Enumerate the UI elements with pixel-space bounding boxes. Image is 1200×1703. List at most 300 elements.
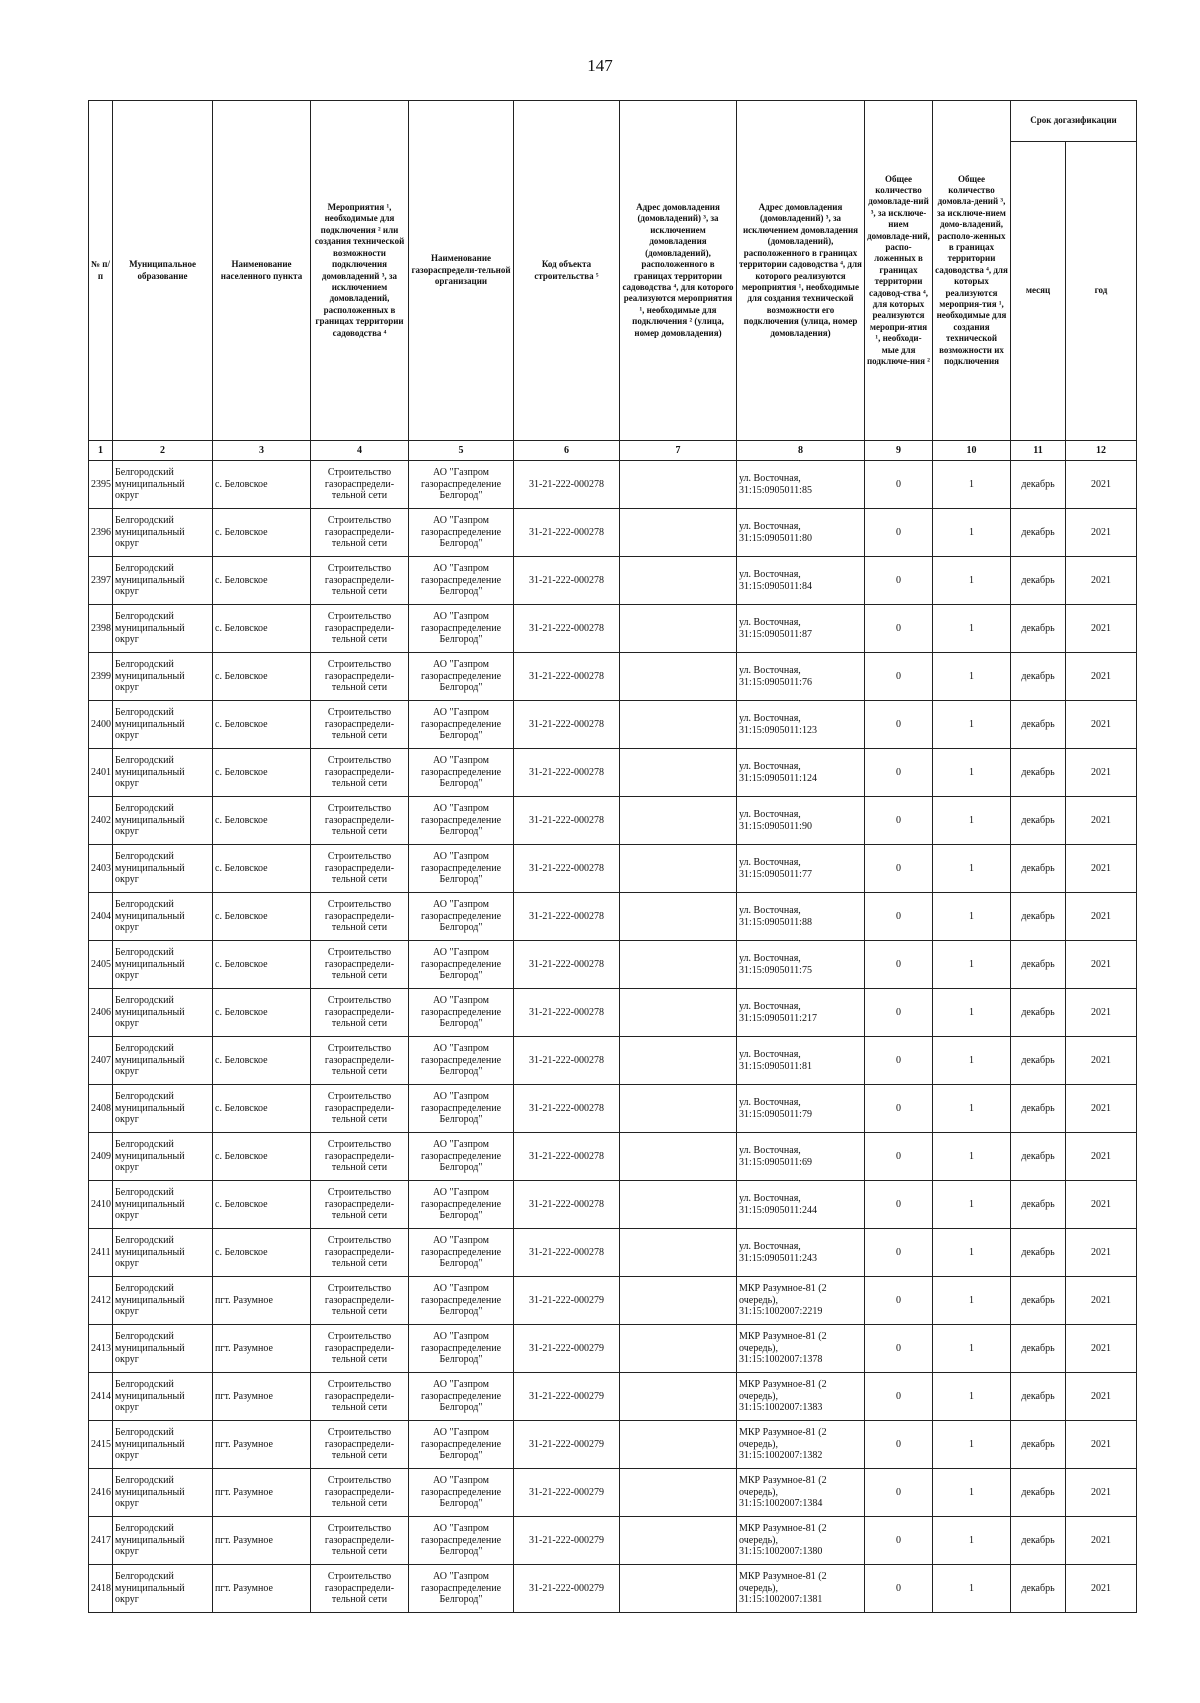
year-cell: 2021 xyxy=(1066,653,1137,701)
row-number: 2401 xyxy=(89,749,113,797)
count-capability-cell: 1 xyxy=(933,989,1011,1037)
count-capability-cell: 1 xyxy=(933,1517,1011,1565)
locality-cell: с. Беловское xyxy=(213,749,311,797)
municipality-cell: Белгородский муниципальный округ xyxy=(113,1421,213,1469)
object-code-cell: 31-21-222-000278 xyxy=(514,1085,620,1133)
year-cell: 2021 xyxy=(1066,461,1137,509)
year-cell: 2021 xyxy=(1066,797,1137,845)
measure-cell: Строительство газораспредели-тельной сети xyxy=(311,461,409,509)
row-number: 2405 xyxy=(89,941,113,989)
object-code-cell: 31-21-222-000279 xyxy=(514,1469,620,1517)
row-number: 2415 xyxy=(89,1421,113,1469)
count-connection-cell: 0 xyxy=(865,1181,933,1229)
measure-cell: Строительство газораспредели-тельной сети xyxy=(311,989,409,1037)
table-row xyxy=(89,1469,1137,1517)
year-cell: 2021 xyxy=(1066,1037,1137,1085)
locality-cell: с. Беловское xyxy=(213,653,311,701)
month-cell: декабрь xyxy=(1011,989,1066,1037)
organization-cell: АО "Газпром газораспределение Белгород" xyxy=(409,1373,514,1421)
municipality-cell: Белгородский муниципальный округ xyxy=(113,605,213,653)
table-row xyxy=(89,1565,1137,1613)
locality-cell: с. Беловское xyxy=(213,701,311,749)
table-row xyxy=(89,749,1137,797)
row-number: 2404 xyxy=(89,893,113,941)
header-year: год xyxy=(1066,142,1137,441)
address-capability-cell: ул. Восточная, 31:15:0905011:244 xyxy=(737,1181,865,1229)
count-connection-cell: 0 xyxy=(865,893,933,941)
month-cell: декабрь xyxy=(1011,557,1066,605)
object-code-cell: 31-21-222-000278 xyxy=(514,1229,620,1277)
count-capability-cell: 1 xyxy=(933,557,1011,605)
table-row xyxy=(89,1085,1137,1133)
column-number: 3 xyxy=(213,441,311,461)
header-column-numbers xyxy=(89,441,1137,461)
locality-cell: с. Беловское xyxy=(213,509,311,557)
count-connection-cell: 0 xyxy=(865,1565,933,1613)
table-row xyxy=(89,557,1137,605)
address-connection-cell xyxy=(620,1085,737,1133)
row-number: 2398 xyxy=(89,605,113,653)
address-capability-cell: ул. Восточная, 31:15:0905011:80 xyxy=(737,509,865,557)
address-capability-cell: ул. Восточная, 31:15:0905011:123 xyxy=(737,701,865,749)
count-connection-cell: 0 xyxy=(865,1277,933,1325)
count-connection-cell: 0 xyxy=(865,941,933,989)
object-code-cell: 31-21-222-000278 xyxy=(514,1133,620,1181)
object-code-cell: 31-21-222-000278 xyxy=(514,701,620,749)
measure-cell: Строительство газораспредели-тельной сети xyxy=(311,1133,409,1181)
measure-cell: Строительство газораспредели-тельной сети xyxy=(311,509,409,557)
object-code-cell: 31-21-222-000279 xyxy=(514,1373,620,1421)
address-capability-cell: ул. Восточная, 31:15:0905011:81 xyxy=(737,1037,865,1085)
measure-cell: Строительство газораспредели-тельной сети xyxy=(311,1325,409,1373)
row-number: 2397 xyxy=(89,557,113,605)
month-cell: декабрь xyxy=(1011,1133,1066,1181)
locality-cell: пгт. Разумное xyxy=(213,1277,311,1325)
month-cell: декабрь xyxy=(1011,1373,1066,1421)
table-row xyxy=(89,605,1137,653)
row-number: 2418 xyxy=(89,1565,113,1613)
municipality-cell: Белгородский муниципальный округ xyxy=(113,1325,213,1373)
count-capability-cell: 1 xyxy=(933,1277,1011,1325)
row-number: 2414 xyxy=(89,1373,113,1421)
address-connection-cell xyxy=(620,749,737,797)
address-connection-cell xyxy=(620,509,737,557)
column-number: 4 xyxy=(311,441,409,461)
table-row xyxy=(89,1373,1137,1421)
locality-cell: с. Беловское xyxy=(213,797,311,845)
year-cell: 2021 xyxy=(1066,1181,1137,1229)
object-code-cell: 31-21-222-000279 xyxy=(514,1517,620,1565)
address-capability-cell: ул. Восточная, 31:15:0905011:217 xyxy=(737,989,865,1037)
count-capability-cell: 1 xyxy=(933,797,1011,845)
address-capability-cell: ул. Восточная, 31:15:0905011:75 xyxy=(737,941,865,989)
count-capability-cell: 1 xyxy=(933,461,1011,509)
year-cell: 2021 xyxy=(1066,1565,1137,1613)
row-number: 2395 xyxy=(89,461,113,509)
month-cell: декабрь xyxy=(1011,1037,1066,1085)
column-number: 1 xyxy=(89,441,113,461)
count-connection-cell: 0 xyxy=(865,461,933,509)
table-row xyxy=(89,701,1137,749)
column-number: 10 xyxy=(933,441,1011,461)
header-month: месяц xyxy=(1011,142,1066,441)
count-connection-cell: 0 xyxy=(865,1085,933,1133)
measure-cell: Строительство газораспредели-тельной сети xyxy=(311,1037,409,1085)
month-cell: декабрь xyxy=(1011,1229,1066,1277)
table-row xyxy=(89,509,1137,557)
object-code-cell: 31-21-222-000278 xyxy=(514,893,620,941)
organization-cell: АО "Газпром газораспределение Белгород" xyxy=(409,1037,514,1085)
organization-cell: АО "Газпром газораспределение Белгород" xyxy=(409,1085,514,1133)
organization-cell: АО "Газпром газораспределение Белгород" xyxy=(409,1325,514,1373)
count-connection-cell: 0 xyxy=(865,845,933,893)
count-connection-cell: 0 xyxy=(865,797,933,845)
object-code-cell: 31-21-222-000278 xyxy=(514,1181,620,1229)
locality-cell: с. Беловское xyxy=(213,1229,311,1277)
measure-cell: Строительство газораспредели-тельной сети xyxy=(311,845,409,893)
address-connection-cell xyxy=(620,989,737,1037)
row-number: 2416 xyxy=(89,1469,113,1517)
municipality-cell: Белгородский муниципальный округ xyxy=(113,1181,213,1229)
month-cell: декабрь xyxy=(1011,509,1066,557)
address-connection-cell xyxy=(620,1325,737,1373)
month-cell: декабрь xyxy=(1011,461,1066,509)
organization-cell: АО "Газпром газораспределение Белгород" xyxy=(409,509,514,557)
measure-cell: Строительство газораспредели-тельной сети xyxy=(311,1181,409,1229)
header-count-capability: Общее количество домовла-дений ³, за исключе-нием домо-владений, располо-женных в границах территории садоводства ⁴, для которых реализуются мероприя-тия ¹, необходимые для создания технической возможности их подключения xyxy=(933,101,1011,441)
month-cell: декабрь xyxy=(1011,797,1066,845)
count-connection-cell: 0 xyxy=(865,1373,933,1421)
address-capability-cell: ул. Восточная, 31:15:0905011:76 xyxy=(737,653,865,701)
organization-cell: АО "Газпром газораспределение Белгород" xyxy=(409,1133,514,1181)
organization-cell: АО "Газпром газораспределение Белгород" xyxy=(409,749,514,797)
municipality-cell: Белгородский муниципальный округ xyxy=(113,1229,213,1277)
locality-cell: с. Беловское xyxy=(213,893,311,941)
table-row xyxy=(89,941,1137,989)
table-header xyxy=(89,101,1137,461)
row-number: 2410 xyxy=(89,1181,113,1229)
measure-cell: Строительство газораспредели-тельной сети xyxy=(311,1517,409,1565)
count-capability-cell: 1 xyxy=(933,1037,1011,1085)
object-code-cell: 31-21-222-000279 xyxy=(514,1325,620,1373)
count-connection-cell: 0 xyxy=(865,1133,933,1181)
count-capability-cell: 1 xyxy=(933,701,1011,749)
measure-cell: Строительство газораспредели-тельной сети xyxy=(311,797,409,845)
measure-cell: Строительство газораспредели-тельной сети xyxy=(311,1469,409,1517)
row-number: 2403 xyxy=(89,845,113,893)
count-connection-cell: 0 xyxy=(865,557,933,605)
year-cell: 2021 xyxy=(1066,1133,1137,1181)
measure-cell: Строительство газораспредели-тельной сети xyxy=(311,1373,409,1421)
organization-cell: АО "Газпром газораспределение Белгород" xyxy=(409,461,514,509)
month-cell: декабрь xyxy=(1011,1517,1066,1565)
table-row xyxy=(89,1277,1137,1325)
header-term: Срок догазификации xyxy=(1011,101,1137,142)
count-capability-cell: 1 xyxy=(933,1325,1011,1373)
table-row xyxy=(89,653,1137,701)
locality-cell: пгт. Разумное xyxy=(213,1469,311,1517)
address-capability-cell: МКР Разумное-81 (2 очередь), 31:15:1002007:1383 xyxy=(737,1373,865,1421)
object-code-cell: 31-21-222-000279 xyxy=(514,1421,620,1469)
object-code-cell: 31-21-222-000278 xyxy=(514,605,620,653)
table-row xyxy=(89,989,1137,1037)
address-capability-cell: ул. Восточная, 31:15:0905011:69 xyxy=(737,1133,865,1181)
count-capability-cell: 1 xyxy=(933,1085,1011,1133)
organization-cell: АО "Газпром газораспределение Белгород" xyxy=(409,605,514,653)
address-connection-cell xyxy=(620,461,737,509)
year-cell: 2021 xyxy=(1066,845,1137,893)
header-municipality: Муниципальное образование xyxy=(113,101,213,441)
count-capability-cell: 1 xyxy=(933,1421,1011,1469)
address-connection-cell xyxy=(620,1469,737,1517)
address-capability-cell: ул. Восточная, 31:15:0905011:85 xyxy=(737,461,865,509)
table-row xyxy=(89,1133,1137,1181)
measure-cell: Строительство газораспредели-тельной сети xyxy=(311,941,409,989)
locality-cell: с. Беловское xyxy=(213,1181,311,1229)
page-number: 147 xyxy=(587,56,613,75)
locality-cell: с. Беловское xyxy=(213,989,311,1037)
year-cell: 2021 xyxy=(1066,605,1137,653)
row-number: 2408 xyxy=(89,1085,113,1133)
month-cell: декабрь xyxy=(1011,653,1066,701)
row-number: 2412 xyxy=(89,1277,113,1325)
month-cell: декабрь xyxy=(1011,893,1066,941)
municipality-cell: Белгородский муниципальный округ xyxy=(113,1277,213,1325)
column-number: 7 xyxy=(620,441,737,461)
row-number: 2409 xyxy=(89,1133,113,1181)
address-capability-cell: ул. Восточная, 31:15:0905011:90 xyxy=(737,797,865,845)
object-code-cell: 31-21-222-000279 xyxy=(514,1565,620,1613)
year-cell: 2021 xyxy=(1066,1085,1137,1133)
municipality-cell: Белгородский муниципальный округ xyxy=(113,1133,213,1181)
municipality-cell: Белгородский муниципальный округ xyxy=(113,509,213,557)
year-cell: 2021 xyxy=(1066,941,1137,989)
measure-cell: Строительство газораспредели-тельной сети xyxy=(311,653,409,701)
locality-cell: с. Беловское xyxy=(213,605,311,653)
header-object-code: Код объекта строительства ⁵ xyxy=(514,101,620,441)
address-capability-cell: ул. Восточная, 31:15:0905011:79 xyxy=(737,1085,865,1133)
address-connection-cell xyxy=(620,701,737,749)
column-number: 5 xyxy=(409,441,514,461)
count-connection-cell: 0 xyxy=(865,605,933,653)
organization-cell: АО "Газпром газораспределение Белгород" xyxy=(409,893,514,941)
address-connection-cell xyxy=(620,1133,737,1181)
municipality-cell: Белгородский муниципальный округ xyxy=(113,1085,213,1133)
table-row xyxy=(89,1421,1137,1469)
measure-cell: Строительство газораспредели-тельной сети xyxy=(311,701,409,749)
municipality-cell: Белгородский муниципальный округ xyxy=(113,893,213,941)
month-cell: декабрь xyxy=(1011,1085,1066,1133)
count-capability-cell: 1 xyxy=(933,653,1011,701)
address-connection-cell xyxy=(620,1277,737,1325)
year-cell: 2021 xyxy=(1066,1421,1137,1469)
column-number: 12 xyxy=(1066,441,1137,461)
object-code-cell: 31-21-222-000278 xyxy=(514,653,620,701)
locality-cell: с. Беловское xyxy=(213,1133,311,1181)
count-connection-cell: 0 xyxy=(865,509,933,557)
month-cell: декабрь xyxy=(1011,749,1066,797)
address-connection-cell xyxy=(620,557,737,605)
address-connection-cell xyxy=(620,797,737,845)
locality-cell: с. Беловское xyxy=(213,1037,311,1085)
locality-cell: пгт. Разумное xyxy=(213,1517,311,1565)
address-connection-cell xyxy=(620,1517,737,1565)
address-capability-cell: МКР Разумное-81 (2 очередь), 31:15:1002007:1382 xyxy=(737,1421,865,1469)
column-number: 9 xyxy=(865,441,933,461)
count-capability-cell: 1 xyxy=(933,1565,1011,1613)
column-number: 11 xyxy=(1011,441,1066,461)
locality-cell: с. Беловское xyxy=(213,461,311,509)
object-code-cell: 31-21-222-000278 xyxy=(514,797,620,845)
table-row xyxy=(89,1037,1137,1085)
organization-cell: АО "Газпром газораспределение Белгород" xyxy=(409,845,514,893)
measure-cell: Строительство газораспредели-тельной сети xyxy=(311,605,409,653)
object-code-cell: 31-21-222-000278 xyxy=(514,509,620,557)
column-number: 6 xyxy=(514,441,620,461)
row-number: 2406 xyxy=(89,989,113,1037)
address-capability-cell: МКР Разумное-81 (2 очередь), 31:15:1002007:1381 xyxy=(737,1565,865,1613)
municipality-cell: Белгородский муниципальный округ xyxy=(113,797,213,845)
count-capability-cell: 1 xyxy=(933,605,1011,653)
address-connection-cell xyxy=(620,653,737,701)
month-cell: декабрь xyxy=(1011,941,1066,989)
measure-cell: Строительство газораспредели-тельной сети xyxy=(311,557,409,605)
object-code-cell: 31-21-222-000278 xyxy=(514,557,620,605)
year-cell: 2021 xyxy=(1066,1469,1137,1517)
header-measures: Мероприятия ¹, необходимые для подключения ² или создания технической возможности подключения домовладений ³, за исключением домовладений, расположенных в границах территории садоводства ⁴ xyxy=(311,101,409,441)
count-capability-cell: 1 xyxy=(933,893,1011,941)
address-connection-cell xyxy=(620,1181,737,1229)
measure-cell: Строительство газораспредели-тельной сети xyxy=(311,749,409,797)
address-capability-cell: МКР Разумное-81 (2 очередь), 31:15:1002007:1384 xyxy=(737,1469,865,1517)
count-connection-cell: 0 xyxy=(865,1229,933,1277)
address-capability-cell: МКР Разумное-81 (2 очередь), 31:15:1002007:1378 xyxy=(737,1325,865,1373)
header-locality: Наименование населенного пункта xyxy=(213,101,311,441)
table-row xyxy=(89,1181,1137,1229)
count-connection-cell: 0 xyxy=(865,1469,933,1517)
month-cell: декабрь xyxy=(1011,1325,1066,1373)
organization-cell: АО "Газпром газораспределение Белгород" xyxy=(409,1565,514,1613)
year-cell: 2021 xyxy=(1066,749,1137,797)
header-number: № п/п xyxy=(89,101,113,441)
table-row xyxy=(89,893,1137,941)
organization-cell: АО "Газпром газораспределение Белгород" xyxy=(409,1517,514,1565)
year-cell: 2021 xyxy=(1066,893,1137,941)
organization-cell: АО "Газпром газораспределение Белгород" xyxy=(409,1421,514,1469)
address-connection-cell xyxy=(620,1421,737,1469)
count-connection-cell: 0 xyxy=(865,1421,933,1469)
count-capability-cell: 1 xyxy=(933,1373,1011,1421)
count-capability-cell: 1 xyxy=(933,1229,1011,1277)
header-address-capability: Адрес домовладения (домовладений) ³, за исключением домовладения (домовладений), расположенного в границах территории садоводства ⁴, для которого реализуются мероприятия ¹, необходимые для создания технической возможности его подключения (улица, номер домовладения) xyxy=(737,101,865,441)
count-capability-cell: 1 xyxy=(933,509,1011,557)
locality-cell: пгт. Разумное xyxy=(213,1565,311,1613)
year-cell: 2021 xyxy=(1066,1517,1137,1565)
month-cell: декабрь xyxy=(1011,701,1066,749)
address-capability-cell: МКР Разумное-81 (2 очередь), 31:15:1002007:1380 xyxy=(737,1517,865,1565)
measure-cell: Строительство газораспредели-тельной сети xyxy=(311,1229,409,1277)
table-body xyxy=(89,461,1137,1613)
year-cell: 2021 xyxy=(1066,557,1137,605)
count-connection-cell: 0 xyxy=(865,701,933,749)
row-number: 2413 xyxy=(89,1325,113,1373)
row-number: 2417 xyxy=(89,1517,113,1565)
row-number: 2396 xyxy=(89,509,113,557)
row-number: 2411 xyxy=(89,1229,113,1277)
locality-cell: с. Беловское xyxy=(213,557,311,605)
address-capability-cell: ул. Восточная, 31:15:0905011:77 xyxy=(737,845,865,893)
header-count-connection: Общее количество домовладе-ний ³, за исключе-нием домовладе-ний, распо-ложенных в границах территории садовод-ства ⁴, для которых реализуются меропри-ятия ¹, необходи-мые для подключе-ния ² xyxy=(865,101,933,441)
count-capability-cell: 1 xyxy=(933,1181,1011,1229)
year-cell: 2021 xyxy=(1066,1229,1137,1277)
locality-cell: с. Беловское xyxy=(213,941,311,989)
address-capability-cell: ул. Восточная, 31:15:0905011:87 xyxy=(737,605,865,653)
address-connection-cell xyxy=(620,1229,737,1277)
table-row xyxy=(89,1229,1137,1277)
address-connection-cell xyxy=(620,1373,737,1421)
organization-cell: АО "Газпром газораспределение Белгород" xyxy=(409,797,514,845)
header-organization: Наименование газораспредели-тельной организации xyxy=(409,101,514,441)
year-cell: 2021 xyxy=(1066,1373,1137,1421)
table-row xyxy=(89,1325,1137,1373)
municipality-cell: Белгородский муниципальный округ xyxy=(113,989,213,1037)
month-cell: декабрь xyxy=(1011,1277,1066,1325)
municipality-cell: Белгородский муниципальный округ xyxy=(113,557,213,605)
column-number: 2 xyxy=(113,441,213,461)
object-code-cell: 31-21-222-000278 xyxy=(514,845,620,893)
object-code-cell: 31-21-222-000279 xyxy=(514,1277,620,1325)
count-connection-cell: 0 xyxy=(865,653,933,701)
municipality-cell: Белгородский муниципальный округ xyxy=(113,1469,213,1517)
address-capability-cell: ул. Восточная, 31:15:0905011:243 xyxy=(737,1229,865,1277)
municipality-cell: Белгородский муниципальный округ xyxy=(113,701,213,749)
gasification-table xyxy=(88,100,1137,1613)
organization-cell: АО "Газпром газораспределение Белгород" xyxy=(409,701,514,749)
count-capability-cell: 1 xyxy=(933,1133,1011,1181)
year-cell: 2021 xyxy=(1066,1325,1137,1373)
municipality-cell: Белгородский муниципальный округ xyxy=(113,749,213,797)
measure-cell: Строительство газораспредели-тельной сети xyxy=(311,893,409,941)
measure-cell: Строительство газораспредели-тельной сети xyxy=(311,1085,409,1133)
address-capability-cell: ул. Восточная, 31:15:0905011:84 xyxy=(737,557,865,605)
measure-cell: Строительство газораспредели-тельной сети xyxy=(311,1421,409,1469)
row-number: 2399 xyxy=(89,653,113,701)
address-connection-cell xyxy=(620,893,737,941)
table-row xyxy=(89,845,1137,893)
municipality-cell: Белгородский муниципальный округ xyxy=(113,653,213,701)
table-row xyxy=(89,797,1137,845)
organization-cell: АО "Газпром газораспределение Белгород" xyxy=(409,941,514,989)
year-cell: 2021 xyxy=(1066,1277,1137,1325)
organization-cell: АО "Газпром газораспределение Белгород" xyxy=(409,989,514,1037)
municipality-cell: Белгородский муниципальный округ xyxy=(113,941,213,989)
year-cell: 2021 xyxy=(1066,509,1137,557)
month-cell: декабрь xyxy=(1011,1181,1066,1229)
address-connection-cell xyxy=(620,1565,737,1613)
count-connection-cell: 0 xyxy=(865,749,933,797)
table-row xyxy=(89,461,1137,509)
organization-cell: АО "Газпром газораспределение Белгород" xyxy=(409,557,514,605)
municipality-cell: Белгородский муниципальный округ xyxy=(113,1565,213,1613)
municipality-cell: Белгородский муниципальный округ xyxy=(113,1517,213,1565)
address-connection-cell xyxy=(620,605,737,653)
address-connection-cell xyxy=(620,1037,737,1085)
month-cell: декабрь xyxy=(1011,605,1066,653)
locality-cell: пгт. Разумное xyxy=(213,1325,311,1373)
year-cell: 2021 xyxy=(1066,701,1137,749)
locality-cell: с. Беловское xyxy=(213,845,311,893)
object-code-cell: 31-21-222-000278 xyxy=(514,749,620,797)
